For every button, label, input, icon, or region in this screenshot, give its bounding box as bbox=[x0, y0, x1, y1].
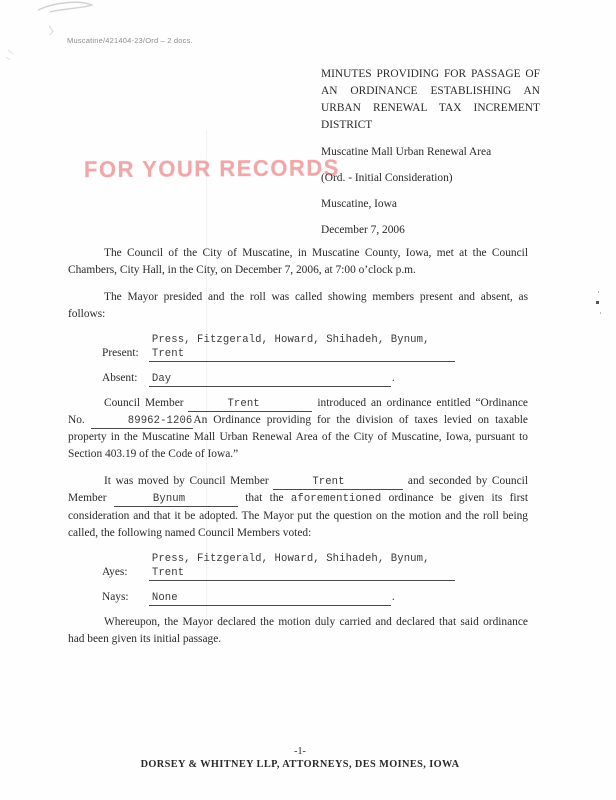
scan-speck bbox=[598, 291, 599, 293]
scan-speck bbox=[600, 312, 601, 314]
moved-by-fill-line bbox=[273, 475, 403, 490]
ayes-row bbox=[102, 552, 528, 581]
nays-label: Nays: bbox=[102, 591, 129, 603]
ayes-label: Ayes: bbox=[102, 566, 128, 578]
intro-text-3: An Ordinance providing for the division of taxes levied on taxable property in the Muscatine Mall Urban Renewal Area of the City of Muscatine, Iowa, pursuant to Section 403.19 of the Code of Iowa.” bbox=[68, 414, 528, 460]
paragraph-motion bbox=[68, 473, 528, 542]
date-line: December 7, 2006 bbox=[321, 224, 405, 236]
for-your-records-stamp: FOR YOUR RECORDS bbox=[83, 154, 340, 183]
nays-fill-line bbox=[149, 591, 391, 606]
caption-block bbox=[321, 66, 540, 239]
moved-by-name: Trent bbox=[312, 476, 345, 488]
nays-row bbox=[102, 589, 528, 606]
present-names: Press, Fitzgerald, Howard, Shihadeh, Bynum, Trent bbox=[151, 334, 430, 360]
ordinance-number: 89962-1206 bbox=[127, 415, 193, 427]
file-reference-number: Muscatine/421404-23/Ord – 2 docs. bbox=[67, 36, 193, 45]
nays-names: None bbox=[151, 592, 178, 604]
motion-text-2: and seconded by Council Member bbox=[68, 475, 528, 504]
seconded-by-name: Bynum bbox=[152, 493, 186, 505]
consideration-line: (Ord. - Initial Consideration) bbox=[321, 172, 453, 184]
present-row bbox=[102, 333, 528, 362]
renewal-area-line: Muscatine Mall Urban Renewal Area bbox=[321, 146, 492, 158]
handwritten-mark bbox=[0, 0, 130, 70]
minutes-body bbox=[68, 245, 528, 658]
document-title: MINUTES PROVIDING FOR PASSAGE OF AN ORDINANCE ESTABLISHING AN URBAN RENEWAL TAX INCREMENT DISTRICT bbox=[321, 68, 540, 131]
absent-row bbox=[102, 370, 528, 387]
aforementioned-typed-word: aforementioned bbox=[290, 493, 382, 505]
scan-speck bbox=[596, 301, 599, 304]
motion-text-3: that the bbox=[245, 492, 284, 504]
page-number: -1- bbox=[294, 746, 306, 757]
intro-text-1: Council Member bbox=[104, 397, 184, 409]
ayes-names: Press, Fitzgerald, Howard, Shihadeh, Bynum, Trent bbox=[151, 553, 430, 579]
law-firm-line: DORSEY & WHITNEY LLP, ATTORNEYS, DES MOINES, IOWA bbox=[140, 759, 460, 770]
paragraph-ordinance-introduced bbox=[68, 395, 528, 463]
sentence-period: . bbox=[391, 372, 395, 384]
ayes-fill-line bbox=[149, 552, 455, 581]
present-label: Present: bbox=[102, 347, 139, 359]
page-footer bbox=[40, 746, 560, 770]
introducing-member-fill-line bbox=[188, 397, 312, 412]
paragraph-council-met: The Council of the City of Muscatine, in Muscatine County, Iowa, met at the Council Chambers, City Hall, in the City, on December 7, 2006, at 7:00 o’clock p.m. bbox=[68, 247, 528, 276]
intro-text-2: introduced an ordinance entitled “Ordinance No. bbox=[68, 397, 528, 426]
paragraph-motion-carried: Whereupon, the Mayor declared the motion duly carried and declared that said ordinance had been given its initial passage. bbox=[68, 616, 528, 645]
motion-text-1: It was moved by Council Member bbox=[104, 475, 269, 487]
present-fill-line bbox=[149, 333, 455, 362]
absent-fill-line bbox=[149, 372, 391, 387]
absent-label: Absent: bbox=[102, 372, 138, 384]
paragraph-roll-called: The Mayor presided and the roll was called showing members present and absent, as follows: bbox=[68, 291, 528, 320]
absent-names: Day bbox=[151, 373, 172, 385]
seconded-by-fill-line bbox=[114, 492, 238, 507]
sentence-period: . bbox=[391, 591, 395, 603]
ordinance-number-fill-line bbox=[91, 414, 194, 429]
introducing-member-name: Trent bbox=[227, 398, 260, 410]
motion-text-4: ordinance be given its first consideration and that it be adopted. The Mayor put the question on the motion and the roll being called, the following named Council Members voted: bbox=[68, 492, 528, 539]
place-line: Muscatine, Iowa bbox=[321, 198, 397, 210]
